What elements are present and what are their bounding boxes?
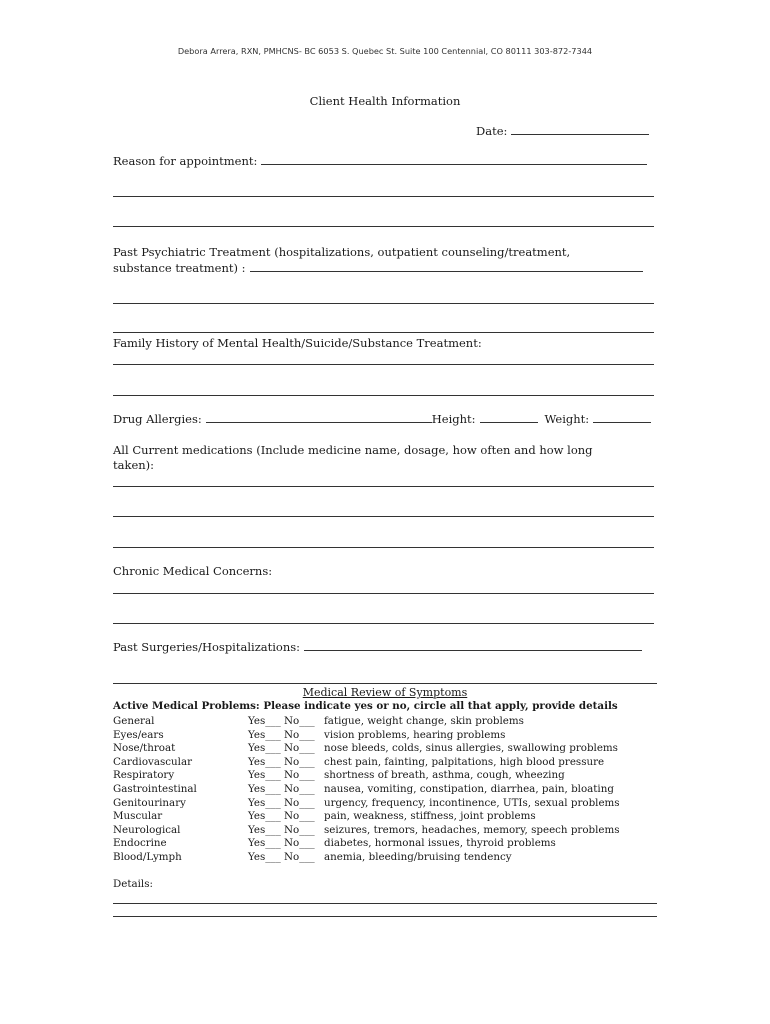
ros-yes-no-blanks[interactable]: Yes___ No___ [248,783,315,795]
surgeries-input-line[interactable] [304,640,642,651]
ros-symptoms[interactable]: chest pain, fainting, palpitations, high blood pressure [324,755,605,768]
reason-field [113,154,647,169]
ros-symptoms[interactable]: fatigue, weight change, skin problems [324,715,524,727]
ros-yes-no-blanks[interactable]: Yes___ No___ [248,796,315,809]
ros-system-label: Nose/throat [113,742,176,755]
family-history-label: Family History of Mental Health/Suicide/Substance Treatment: [113,336,482,350]
ros-system-label: Endocrine [113,837,167,850]
ros-yes-no-blanks[interactable]: Yes___ No___ [248,851,315,863]
details-line-2[interactable] [113,916,657,917]
medications-label-1: All Current medications (Include medicine name, dosage, how often and how long [113,443,593,457]
ros-symptoms[interactable]: urgency, frequency, incontinence, UTIs, sexual problems [324,796,620,809]
ros-yes-no-blanks[interactable]: Yes___ No___ [248,742,315,755]
ros-symptoms[interactable]: vision problems, hearing problems [324,728,506,741]
weight-input-line[interactable] [593,412,651,423]
date-input-line[interactable] [511,124,649,135]
medications-line-1[interactable] [113,486,654,487]
ros-symptoms[interactable]: nose bleeds, colds, sinus allergies, swallowing problems [324,742,618,755]
ros-title: Medical Review of Symptoms [302,686,468,699]
ros-symptoms[interactable]: diabetes, hormonal issues, thyroid problems [324,837,556,850]
ros-yes-no-blanks[interactable]: Yes___ No___ [248,755,315,768]
ros-yes-no-blanks[interactable]: Yes___ No___ [248,769,315,782]
family-history-line-2[interactable] [113,395,654,396]
ros-system-label: Genitourinary [113,796,186,809]
allergies-height-weight-row [113,412,651,427]
reason-label: Reason for appointment: [113,154,258,168]
surgeries-label: Past Surgeries/Hospitalizations: [113,640,301,654]
ros-system-label: General [113,715,155,727]
ros-yes-no-blanks[interactable]: Yes___ No___ [248,728,315,741]
ros-system-label: Gastrointestinal [113,783,197,795]
medications-line-2[interactable] [113,516,654,517]
ros-symptoms[interactable]: seizures, tremors, headaches, memory, speech problems [324,823,620,836]
chronic-line-2[interactable] [113,623,654,624]
reason-line-2[interactable] [113,196,654,197]
ros-system-label: Neurological [113,823,181,836]
ros-system-label: Blood/Lymph [113,851,182,863]
details-line-1[interactable] [113,903,657,904]
drug-allergies-input-line[interactable] [206,412,432,423]
ros-symptoms[interactable]: shortness of breath, asthma, cough, wheezing [324,769,565,782]
form-title: Client Health Information [309,94,461,108]
weight-label: Weight: [544,412,590,426]
ros-yes-no-blanks[interactable]: Yes___ No___ [248,810,315,823]
ros-yes-no-blanks[interactable]: Yes___ No___ [248,715,315,727]
ros-symptoms[interactable]: anemia, bleeding/bruising tendency [324,851,512,863]
past-psych-label-1: Past Psychiatric Treatment (hospitalizations, outpatient counseling/treatment, [113,245,571,259]
height-input-line[interactable] [480,412,538,423]
surgeries-line-2[interactable] [113,683,657,684]
past-psych-input-line[interactable] [250,261,643,272]
height-label: Height: [431,412,476,426]
details-label: Details: [113,878,153,890]
drug-allergies-label: Drug Allergies: [113,412,202,426]
chronic-label: Chronic Medical Concerns: [113,564,273,578]
date-label: Date: [476,124,508,138]
ros-system-label: Eyes/ears [113,728,164,741]
past-psych-field [113,261,643,276]
ros-yes-no-blanks[interactable]: Yes___ No___ [248,823,315,836]
ros-system-label: Respiratory [113,769,175,782]
ros-system-label: Muscular [113,810,163,823]
reason-input-line[interactable] [261,154,647,165]
date-field [476,124,649,138]
past-psych-line-2[interactable] [113,303,654,304]
practitioner-header: Debora Arrera, RXN, PMHCNS- BC 6053 S. Quebec St. Suite 100 Centennial, CO 80111 303-872-7344 [177,46,593,56]
surgeries-field [113,640,642,655]
ros-instructions: Active Medical Problems: Please indicate yes or no, circle all that apply, provide details [113,700,618,712]
chronic-line-1[interactable] [113,593,654,594]
ros-symptoms[interactable]: nausea, vomiting, constipation, diarrhea, pain, bloating [324,783,614,795]
past-psych-line-3[interactable] [113,332,654,333]
medications-line-3[interactable] [113,547,654,548]
ros-yes-no-blanks[interactable]: Yes___ No___ [248,837,315,850]
past-psych-label-2: substance treatment) : [113,261,246,275]
family-history-line-1[interactable] [113,364,654,365]
reason-line-3[interactable] [113,226,654,227]
ros-symptoms[interactable]: pain, weakness, stiffness, joint problems [324,810,536,823]
medications-label-2: taken): [113,458,155,472]
ros-system-label: Cardiovascular [113,755,193,768]
